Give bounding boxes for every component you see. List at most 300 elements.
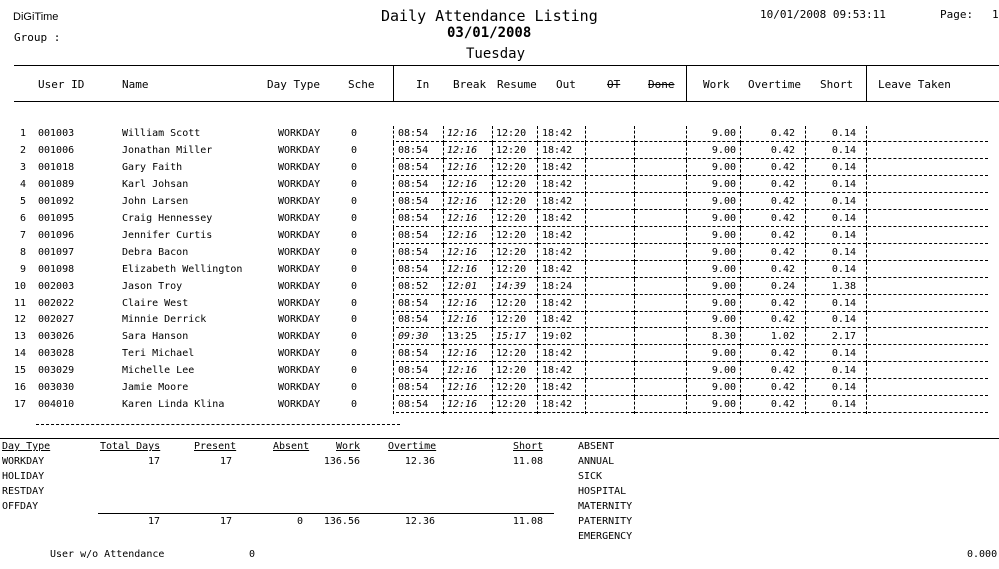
break-cell: 12:01: [447, 280, 478, 292]
break-cell: 12:16: [447, 212, 478, 224]
cell-divider: [585, 346, 586, 363]
cell-rule: [741, 192, 804, 193]
cell-rule: [868, 361, 988, 362]
cell-rule: [396, 260, 444, 261]
cell-divider: [634, 329, 635, 346]
cell-divider: [492, 397, 493, 414]
cell-divider: [537, 312, 538, 329]
cell-divider: [866, 312, 867, 329]
cell-rule: [688, 412, 740, 413]
cell-rule: [538, 361, 584, 362]
cell-rule: [444, 395, 492, 396]
name-cell: Jennifer Curtis: [122, 229, 213, 241]
cell-rule: [635, 243, 686, 244]
work-cell: 9.00: [711, 280, 736, 292]
work-cell: 9.00: [711, 297, 736, 309]
resume-cell: 15:17: [496, 331, 527, 343]
cell-divider: [585, 397, 586, 414]
work-cell: 9.00: [711, 348, 736, 360]
cell-divider: [537, 397, 538, 414]
col-overtime: Overtime: [748, 78, 801, 91]
cell-divider: [866, 245, 867, 262]
user-id-cell: 003026: [38, 331, 75, 343]
table-row: [0, 296, 999, 313]
short-cell: 0.14: [831, 212, 856, 224]
short-cell: 0.14: [831, 399, 856, 411]
resume-cell: 12:20: [496, 128, 527, 139]
sche-cell: 0: [351, 365, 358, 377]
user-id-cell: 001095: [38, 212, 75, 224]
in-cell: 08:54: [398, 161, 429, 173]
cell-divider: [585, 262, 586, 279]
in-cell: 08:54: [398, 229, 429, 241]
user-id-cell: 001096: [38, 229, 75, 241]
header-bottom-rule: [14, 101, 999, 102]
total-days-value: 17: [147, 516, 160, 527]
table-row: [0, 245, 999, 262]
total-present-value: 17: [219, 516, 232, 527]
cell-rule: [806, 192, 866, 193]
cell-divider: [393, 160, 394, 177]
sche-cell: 0: [351, 297, 358, 309]
cell-divider: [866, 397, 867, 414]
cell-rule: [741, 226, 804, 227]
cell-divider: [537, 160, 538, 177]
day-type-cell: WORKDAY: [278, 280, 321, 292]
summary-top-rule: [0, 438, 999, 439]
cell-divider: [537, 143, 538, 160]
in-cell: 08:54: [398, 212, 429, 224]
cell-divider: [740, 194, 741, 211]
name-cell: John Larsen: [122, 195, 189, 207]
cell-divider: [686, 279, 687, 296]
cell-rule: [396, 141, 444, 142]
short-cell: 0.14: [831, 263, 856, 275]
user-id-cell: 001089: [38, 178, 75, 190]
cell-divider: [634, 296, 635, 313]
cell-rule: [396, 344, 444, 345]
cell-divider: [393, 262, 394, 279]
sche-cell: 0: [351, 263, 358, 275]
overtime-cell: 0.42: [770, 212, 795, 224]
cell-divider: [537, 194, 538, 211]
sche-cell: 0: [351, 212, 358, 224]
sum-day-type-cell: HOLIDAY: [2, 471, 45, 482]
day-type-cell: WORKDAY: [278, 365, 321, 377]
no-attendance-value: 0: [249, 549, 256, 560]
cell-divider: [492, 380, 493, 397]
cell-divider: [805, 262, 806, 279]
cell-divider: [537, 262, 538, 279]
cell-rule: [585, 395, 634, 396]
cell-divider: [866, 160, 867, 177]
cell-rule: [806, 344, 866, 345]
cell-divider: [740, 262, 741, 279]
table-end-rule: [36, 424, 400, 425]
col-resume: Resume: [497, 78, 537, 91]
cell-rule: [538, 243, 584, 244]
cell-divider: [393, 177, 394, 194]
overtime-cell: 0.42: [770, 297, 795, 309]
out-cell: 18:42: [542, 195, 573, 207]
work-cell: 9.00: [711, 144, 736, 156]
cell-divider: [805, 312, 806, 329]
resume-cell: 12:20: [496, 212, 527, 224]
cell-rule: [493, 226, 537, 227]
cell-divider: [443, 245, 444, 262]
table-row: [0, 346, 999, 363]
resume-cell: 12:20: [496, 263, 527, 275]
user-id-cell: 001092: [38, 195, 75, 207]
sum-col-absent: Absent: [273, 441, 310, 452]
row-number: 4: [19, 178, 26, 190]
cell-divider: [585, 312, 586, 329]
cell-divider: [537, 329, 538, 346]
cell-rule: [538, 344, 584, 345]
break-cell: 12:16: [447, 246, 478, 258]
cell-rule: [585, 361, 634, 362]
cell-rule: [396, 395, 444, 396]
cell-rule: [493, 361, 537, 362]
day-type-cell: WORKDAY: [278, 161, 321, 173]
sche-cell: 0: [351, 348, 358, 360]
cell-rule: [444, 277, 492, 278]
cell-divider: [393, 363, 394, 380]
cell-divider: [585, 245, 586, 262]
cell-divider: [686, 262, 687, 279]
name-cell: Teri Michael: [122, 348, 195, 360]
resume-cell: 12:20: [496, 246, 527, 258]
out-cell: 18:42: [542, 263, 573, 275]
overtime-cell: 0.42: [770, 365, 795, 377]
cell-rule: [538, 395, 584, 396]
cell-rule: [688, 243, 740, 244]
name-cell: Jason Troy: [122, 280, 183, 292]
cell-rule: [635, 141, 686, 142]
sum-col-work: Work: [336, 441, 361, 452]
break-cell: 12:16: [447, 144, 478, 156]
cell-divider: [585, 194, 586, 211]
cell-divider: [443, 329, 444, 346]
cell-rule: [868, 327, 988, 328]
cell-rule: [741, 175, 804, 176]
out-cell: 18:42: [542, 365, 573, 377]
row-number: 17: [13, 399, 26, 411]
break-cell: 12:16: [447, 229, 478, 241]
summary-total-rule: [98, 513, 554, 514]
name-cell: Claire West: [122, 297, 189, 309]
cell-rule: [741, 141, 804, 142]
cell-divider: [443, 228, 444, 245]
cell-divider: [585, 380, 586, 397]
cell-divider: [686, 160, 687, 177]
cell-rule: [444, 311, 492, 312]
row-number: 5: [19, 195, 26, 207]
in-cell: 08:54: [398, 178, 429, 190]
day-type-cell: WORKDAY: [278, 297, 321, 309]
cell-rule: [635, 277, 686, 278]
out-cell: 18:42: [542, 161, 573, 173]
day-type-cell: WORKDAY: [278, 212, 321, 224]
in-cell: 09:30: [398, 331, 429, 343]
sche-cell: 0: [351, 195, 358, 207]
cell-divider: [740, 160, 741, 177]
short-cell: 0.14: [831, 297, 856, 309]
work-cell: 9.00: [711, 314, 736, 326]
cell-rule: [493, 294, 537, 295]
cell-rule: [396, 294, 444, 295]
cell-divider: [537, 177, 538, 194]
table-row: [0, 262, 999, 279]
cell-rule: [635, 361, 686, 362]
cell-divider: [866, 211, 867, 228]
cell-rule: [741, 158, 804, 159]
table-row: [0, 211, 999, 228]
user-id-cell: 001018: [38, 161, 75, 173]
cell-divider: [443, 194, 444, 211]
sum-col-overtime: Overtime: [388, 441, 437, 452]
work-cell: 8.30: [711, 331, 736, 343]
cell-divider: [492, 143, 493, 160]
cell-divider: [866, 194, 867, 211]
cell-divider: [805, 279, 806, 296]
cell-divider: [740, 143, 741, 160]
cell-rule: [493, 209, 537, 210]
sche-cell: 0: [351, 331, 358, 343]
out-cell: 18:24: [542, 280, 573, 292]
cell-rule: [444, 361, 492, 362]
cell-divider: [686, 363, 687, 380]
cell-divider: [492, 262, 493, 279]
cell-rule: [868, 158, 988, 159]
cell-divider: [866, 380, 867, 397]
cell-divider: [393, 143, 394, 160]
cell-rule: [868, 294, 988, 295]
cell-divider: [740, 228, 741, 245]
cell-divider: [634, 143, 635, 160]
short-cell: 0.14: [831, 178, 856, 190]
short-cell: 0.14: [831, 229, 856, 241]
cell-divider: [634, 211, 635, 228]
cell-rule: [806, 226, 866, 227]
user-id-cell: 002003: [38, 280, 75, 292]
cell-divider: [393, 397, 394, 414]
cell-divider: [805, 143, 806, 160]
in-cell: 08:52: [398, 280, 429, 292]
sche-cell: 0: [351, 399, 358, 411]
cell-rule: [444, 175, 492, 176]
cell-divider: [537, 211, 538, 228]
sche-cell: 0: [351, 178, 358, 190]
cell-rule: [396, 361, 444, 362]
cell-rule: [444, 260, 492, 261]
cell-divider: [634, 228, 635, 245]
cell-rule: [444, 327, 492, 328]
in-cell: 08:54: [398, 128, 429, 139]
user-id-cell: 001098: [38, 263, 75, 275]
resume-cell: 12:20: [496, 297, 527, 309]
cell-rule: [868, 395, 988, 396]
row-number: 7: [19, 229, 26, 241]
name-cell: Karen Linda Klina: [122, 399, 225, 411]
break-cell: 12:16: [447, 297, 478, 309]
day-type-cell: WORKDAY: [278, 399, 321, 411]
break-cell: 13:25: [447, 331, 478, 343]
row-number: 2: [19, 144, 26, 156]
cell-rule: [868, 209, 988, 210]
cell-divider: [805, 211, 806, 228]
cell-divider: [805, 126, 806, 143]
cell-rule: [396, 378, 444, 379]
cell-rule: [806, 209, 866, 210]
cell-rule: [635, 260, 686, 261]
cell-rule: [585, 175, 634, 176]
resume-cell: 12:20: [496, 399, 527, 411]
cell-rule: [741, 344, 804, 345]
cell-rule: [806, 311, 866, 312]
cell-divider: [634, 245, 635, 262]
cell-divider: [740, 329, 741, 346]
cell-divider: [443, 397, 444, 414]
day-type-cell: WORKDAY: [278, 128, 321, 139]
in-cell: 08:54: [398, 365, 429, 377]
cell-rule: [444, 344, 492, 345]
cell-rule: [538, 158, 584, 159]
cell-rule: [396, 243, 444, 244]
cell-divider: [634, 279, 635, 296]
table-row: [0, 363, 999, 380]
break-cell: 12:16: [447, 263, 478, 275]
col-sche: Sche: [348, 78, 375, 91]
cell-rule: [585, 412, 634, 413]
short-cell: 0.14: [831, 382, 856, 394]
in-cell: 08:54: [398, 195, 429, 207]
cell-divider: [492, 194, 493, 211]
cell-rule: [538, 226, 584, 227]
cell-divider: [740, 346, 741, 363]
sum-day-type-cell: OFFDAY: [2, 501, 39, 512]
break-cell: 12:16: [447, 178, 478, 190]
cell-rule: [868, 412, 988, 413]
cell-rule: [493, 141, 537, 142]
in-cell: 08:54: [398, 382, 429, 394]
cell-rule: [635, 311, 686, 312]
cell-divider: [866, 228, 867, 245]
cell-rule: [741, 327, 804, 328]
cell-rule: [538, 311, 584, 312]
cell-divider: [492, 279, 493, 296]
day-type-cell: WORKDAY: [278, 263, 321, 275]
cell-rule: [868, 311, 988, 312]
col-out: Out: [556, 78, 576, 91]
header-divider: [866, 65, 867, 101]
user-id-cell: 004010: [38, 399, 75, 411]
cell-divider: [686, 296, 687, 313]
app-name: DiGiTime: [13, 11, 59, 23]
cell-divider: [585, 296, 586, 313]
col-user-id: User ID: [38, 78, 85, 91]
day-type-cell: WORKDAY: [278, 229, 321, 241]
cell-rule: [396, 327, 444, 328]
cell-divider: [805, 363, 806, 380]
cell-rule: [493, 327, 537, 328]
cell-divider: [634, 363, 635, 380]
cell-rule: [806, 395, 866, 396]
cell-rule: [444, 209, 492, 210]
cell-divider: [805, 194, 806, 211]
in-cell: 08:54: [398, 246, 429, 258]
sche-cell: 0: [351, 382, 358, 394]
cell-rule: [396, 311, 444, 312]
cell-rule: [585, 344, 634, 345]
sum-total-days-cell: 17: [147, 456, 160, 467]
table-row: [0, 380, 999, 397]
report-title: Daily Attendance Listing: [381, 7, 598, 25]
overtime-cell: 0.42: [770, 161, 795, 173]
cell-divider: [585, 363, 586, 380]
cell-divider: [634, 194, 635, 211]
overtime-cell: 0.42: [770, 144, 795, 156]
cell-divider: [585, 211, 586, 228]
cell-divider: [537, 363, 538, 380]
leave-type-label: MATERNITY: [578, 501, 633, 512]
cell-divider: [686, 312, 687, 329]
sche-cell: 0: [351, 161, 358, 173]
cell-rule: [741, 294, 804, 295]
cell-rule: [688, 311, 740, 312]
cell-divider: [634, 346, 635, 363]
cell-divider: [740, 279, 741, 296]
in-cell: 08:54: [398, 144, 429, 156]
cell-rule: [538, 412, 584, 413]
cell-rule: [493, 412, 537, 413]
cell-rule: [741, 209, 804, 210]
cell-rule: [741, 277, 804, 278]
cell-rule: [493, 175, 537, 176]
cell-rule: [396, 158, 444, 159]
cell-divider: [805, 346, 806, 363]
total-overtime-value: 12.36: [404, 516, 435, 527]
cell-rule: [635, 344, 686, 345]
sum-col-total-days: Total Days: [100, 441, 161, 452]
cell-rule: [806, 175, 866, 176]
cell-divider: [866, 329, 867, 346]
cell-rule: [493, 277, 537, 278]
cell-divider: [585, 160, 586, 177]
day-type-cell: WORKDAY: [278, 331, 321, 343]
short-cell: 2.17: [831, 331, 856, 343]
cell-rule: [806, 260, 866, 261]
out-cell: 18:42: [542, 144, 573, 156]
cell-divider: [805, 296, 806, 313]
cell-rule: [444, 243, 492, 244]
cell-rule: [688, 260, 740, 261]
cell-divider: [537, 126, 538, 143]
row-number: 9: [19, 263, 26, 275]
cell-rule: [444, 226, 492, 227]
user-id-cell: 001006: [38, 144, 75, 156]
cell-divider: [740, 211, 741, 228]
cell-divider: [393, 329, 394, 346]
short-cell: 0.14: [831, 314, 856, 326]
cell-rule: [741, 361, 804, 362]
cell-rule: [585, 294, 634, 295]
table-row: [0, 312, 999, 329]
table-row: [0, 329, 999, 346]
cell-divider: [537, 245, 538, 262]
cell-divider: [686, 211, 687, 228]
user-id-cell: 001097: [38, 246, 75, 258]
